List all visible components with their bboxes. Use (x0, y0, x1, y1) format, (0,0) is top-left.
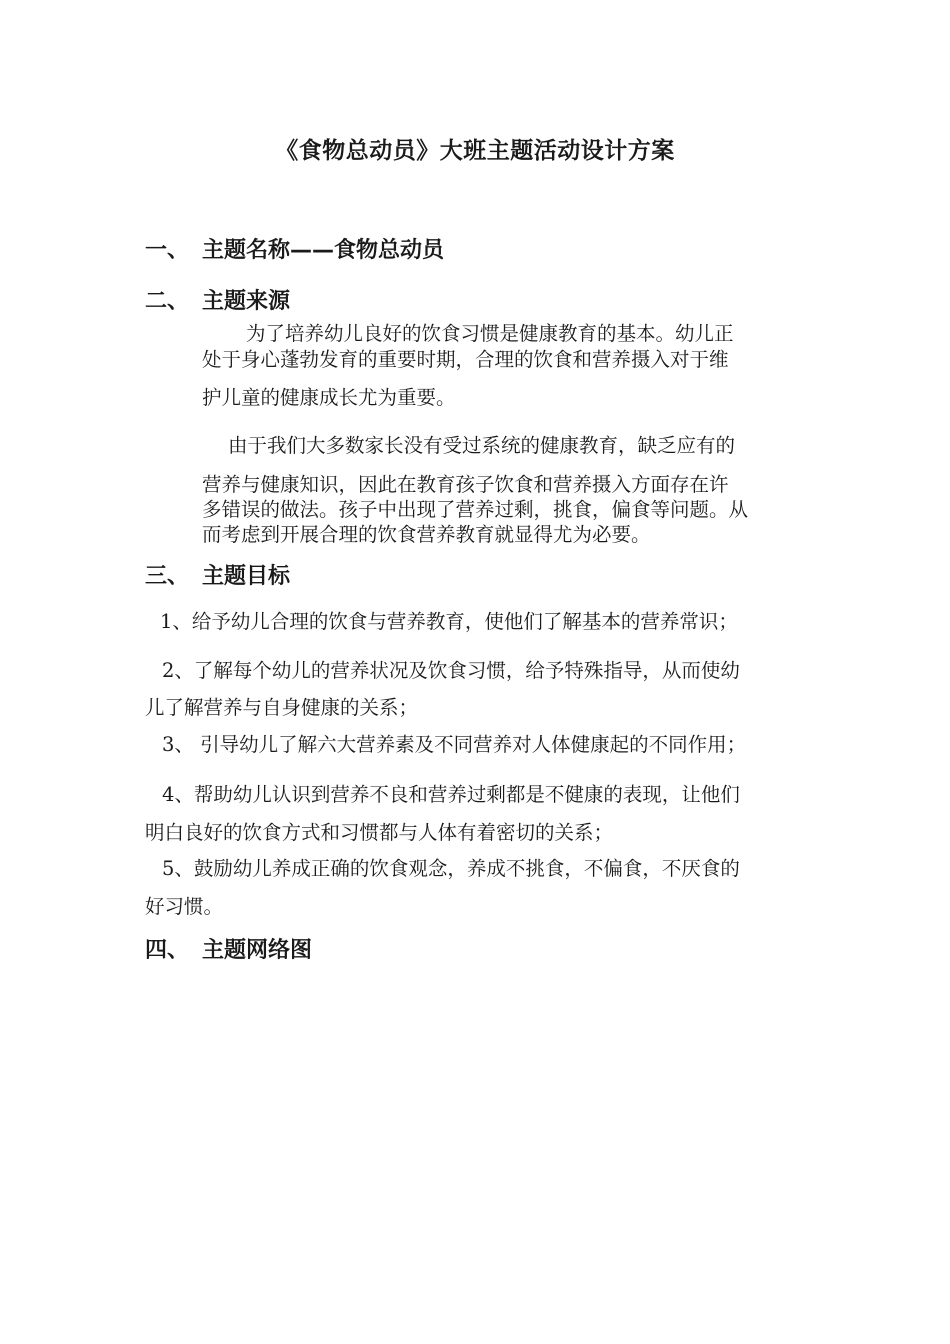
section-heading-2 (145, 284, 290, 315)
goal-item: 2、了解每个幼儿的营养状况及饮食习惯，给予特殊指导，从而使幼 (162, 659, 740, 682)
paragraph-line: 为了培养幼儿良好的饮食习惯是健康教育的基本。幼儿正 (246, 322, 734, 345)
section-heading-3 (145, 559, 290, 590)
section-title: 主题名称——食物总动员 (202, 238, 445, 263)
document-title: 《食物总动员》大班主题活动设计方案 (275, 138, 675, 164)
section-title: 主题来源 (202, 289, 291, 314)
goal-item: 3、 引导幼儿了解六大营养素及不同营养对人体健康起的不同作用； (162, 733, 747, 756)
section-number: 三、 (145, 564, 190, 589)
section-heading-1 (145, 233, 444, 264)
paragraph-line: 而考虑到开展合理的饮食营养教育就显得尤为必要。 (202, 523, 651, 546)
paragraph-line: 多错误的做法。孩子中出现了营养过剩，挑食，偏食等问题。从 (202, 498, 749, 521)
goal-item: 5、鼓励幼儿养成正确的饮食观念，养成不挑食，不偏食，不厌食的 (162, 857, 740, 880)
section-title: 主题网络图 (202, 938, 313, 963)
goal-item: 明白良好的饮食方式和习惯都与人体有着密切的关系； (145, 821, 614, 844)
section-heading-4 (145, 933, 312, 964)
goal-item: 4、帮助幼儿认识到营养不良和营养过剩都是不健康的表现，让他们 (162, 783, 740, 806)
paragraph-line: 处于身心蓬勃发育的重要时期，合理的饮食和营养摄入对于维 (202, 348, 729, 371)
paragraph-line: 护儿童的健康成长尤为重要。 (202, 386, 456, 409)
goal-item: 儿了解营养与自身健康的关系； (145, 696, 419, 719)
goal-item: 1、给予幼儿合理的饮食与营养教育，使他们了解基本的营养常识； (160, 610, 738, 633)
section-number: 四、 (145, 938, 190, 963)
section-number: 二、 (145, 289, 190, 314)
goal-item: 好习惯。 (145, 895, 224, 918)
paragraph-line: 营养与健康知识，因此在教育孩子饮食和营养摄入方面存在许 (202, 473, 729, 496)
section-number: 一、 (145, 238, 190, 263)
section-title: 主题目标 (202, 564, 291, 589)
paragraph-line: 由于我们大多数家长没有受过系统的健康教育，缺乏应有的 (228, 434, 736, 457)
